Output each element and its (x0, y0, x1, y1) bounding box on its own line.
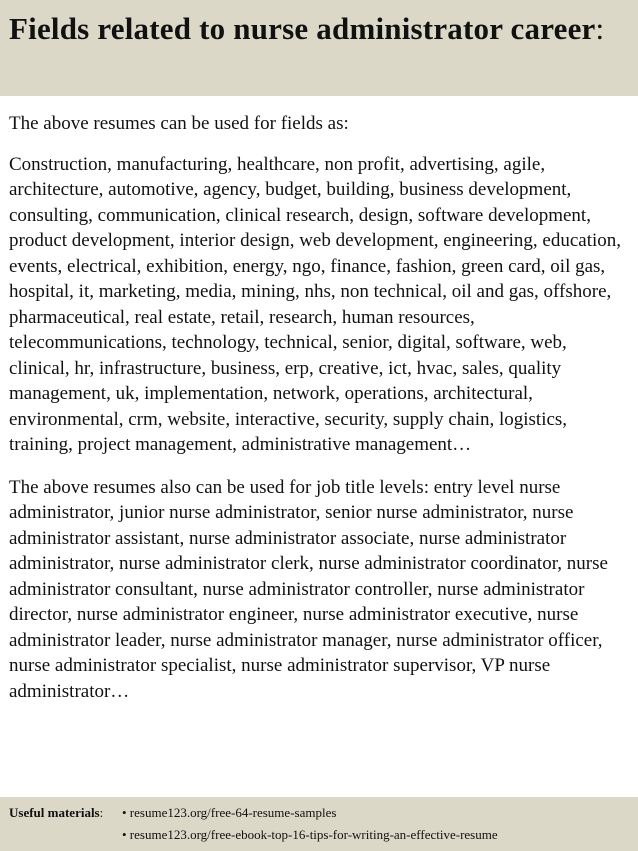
page-title-text: Fields related to nurse administrator career (9, 11, 596, 46)
resume-tips-ebook-link[interactable]: • resume123.org/free-ebook-top-16-tips-for-writing-an-effective-resume (122, 827, 498, 842)
intro-paragraph: The above resumes can be used for fields as: (9, 113, 349, 134)
resume-samples-link[interactable]: • resume123.org/free-64-resume-samples (122, 805, 337, 820)
page-title (9, 8, 629, 49)
footer-band (0, 797, 638, 851)
useful-materials-label (9, 804, 103, 822)
useful-materials-label-colon: : (99, 805, 104, 820)
job-levels-paragraph: The above resumes also can be used for job title levels: entry level nurse administrator, junior nurse administrator, senior nurse administrator, nurse administrator assistant, nurse administrator associate, nurse administrator administrator, nurse administrator clerk, nurse administrator coordinator, nurse administrator consultant, nurse administrator controller, nurse administrator director, nurse administrator engineer, nurse administrator executive, nurse administrator leader, nurse administrator manager, nurse administrator officer, nurse administrator specialist, nurse administrator supervisor, VP nurse administrator… (9, 476, 608, 702)
title-band (0, 0, 638, 96)
page-title-colon: : (595, 11, 605, 46)
main-content (9, 111, 631, 704)
fields-paragraph: Construction, manufacturing, healthcare, non profit, advertising, agile, architecture, automotive, agency, budget, building, business development, consulting, communication, clinical research, design, software development, product development, interior design, web development, engineering, education, events, electrical, exhibition, energy, ngo, finance, fashion, green card, oil gas, hospital, it, marketing, media, mining, nhs, non technical, oil and gas, offshore, pharmaceutical, real estate, retail, research, human resources, telecommunications, technology, technical, senior, digital, software, web, clinical, hr, infrastructure, business, erp, creative, ict, hvac, sales, quality management, uk, implementation, network, operations, architectural, environmental, crm, website, interactive, security, supply chain, logistics, training, project management, administrative management… (9, 153, 622, 455)
useful-materials-label-text: Useful materials (9, 805, 100, 820)
